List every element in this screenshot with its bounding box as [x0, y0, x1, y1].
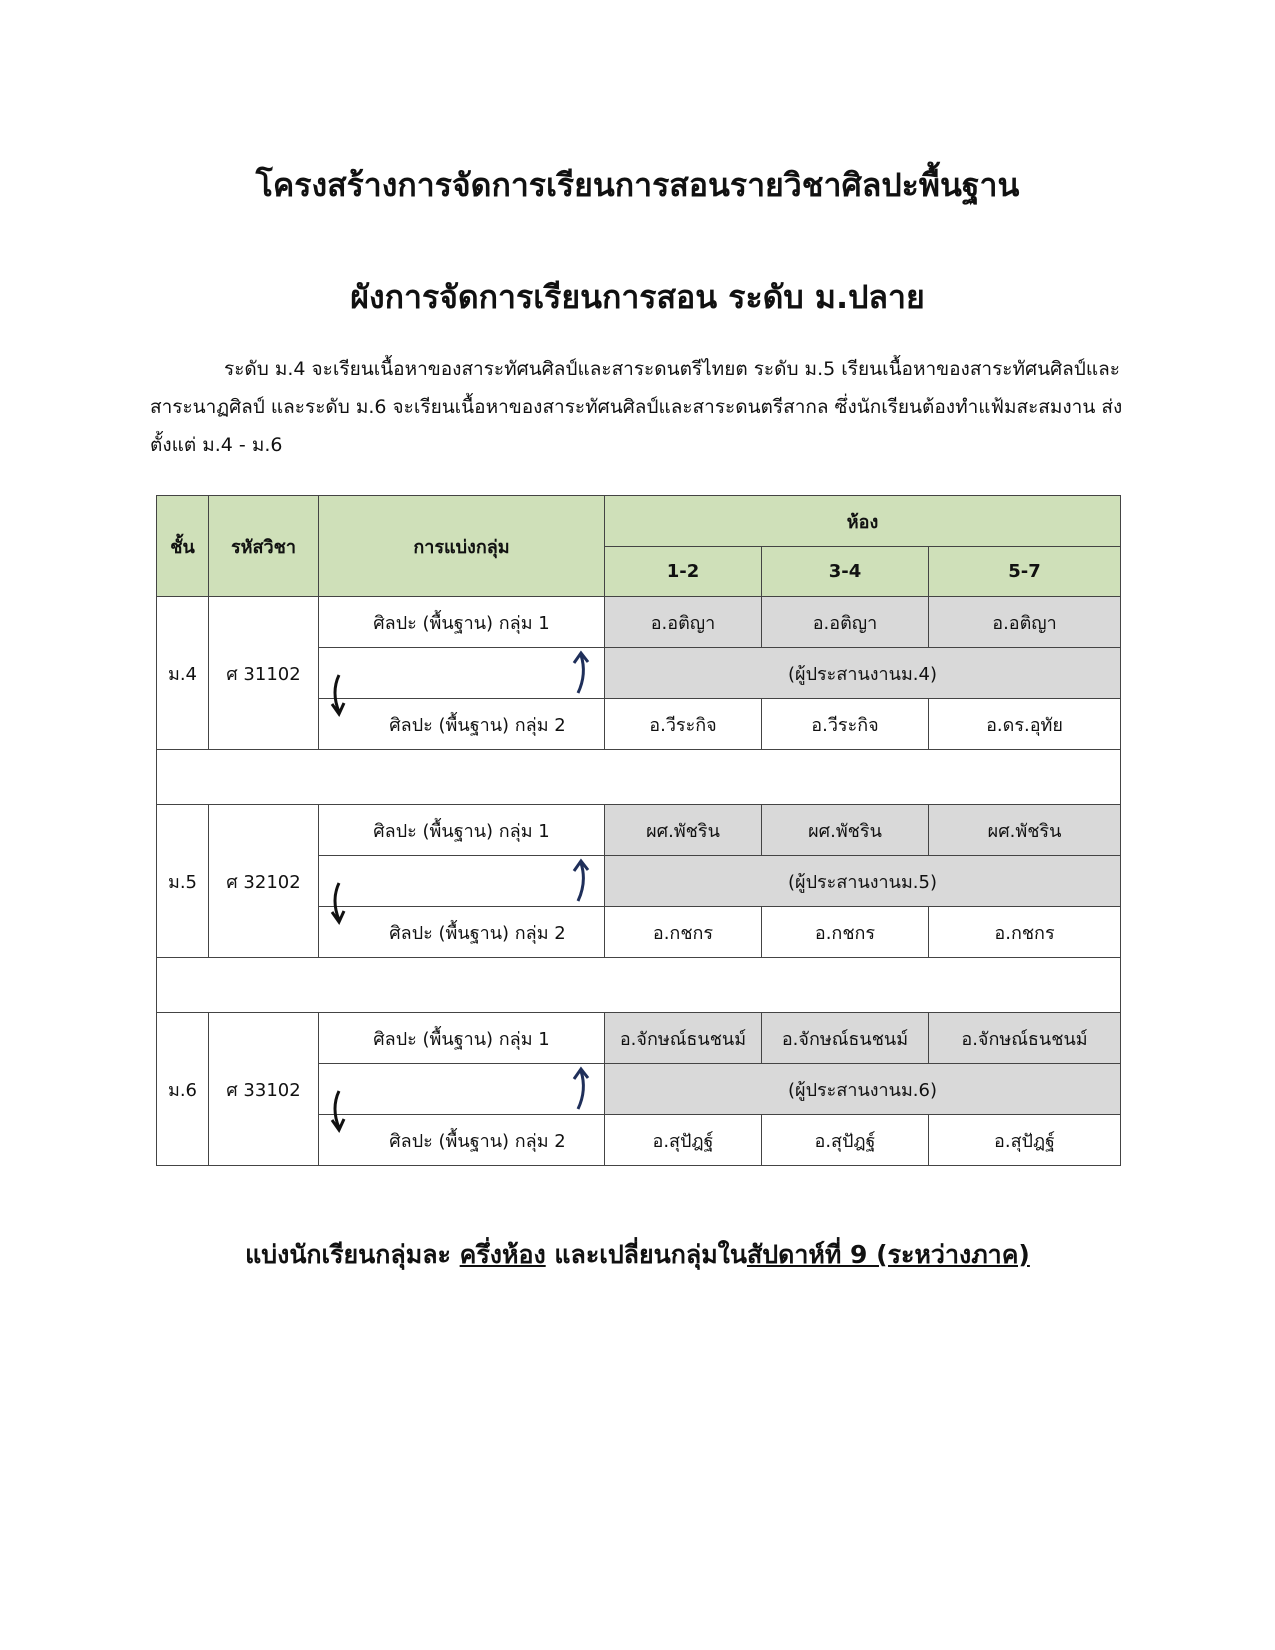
- code-cell: ศ 33102: [209, 1013, 319, 1166]
- group1-cell: ศิลปะ (พื้นฐาน) กลุ่ม 1: [319, 1013, 605, 1064]
- swap-arrows-cell: [319, 648, 605, 699]
- teacher-cell: อ.จักษณ์ธนชนม์: [929, 1013, 1121, 1064]
- teacher-cell: อ.สุปัฎฐ์: [762, 1115, 929, 1166]
- swap-arrows-cell: [319, 856, 605, 907]
- table-row: [157, 1013, 1121, 1064]
- intro-text: ระดับ ม.4 จะเรียนเนื้อหาของสาระทัศนศิลป์และสาระดนตรีไทยต ระดับ ม.5 เรียนเนื้อหาของสาระทัศนศิลป์และสาระนาฏศิลป์ และระดับ ม.6 จะเรียนเนื้อหาของสาระทัศนศิลป์และสาระดนตรีสากล ซึ่งนักเรียนต้องทำแฟ้มสะสมงาน ส่งตั้งแต่ ม.4 - ม.6: [150, 358, 1123, 456]
- schedule-table: [156, 495, 1121, 1166]
- group2-cell: [319, 907, 605, 958]
- teacher-cell: อ.อติญา: [929, 597, 1121, 648]
- footer-note: [0, 1235, 1275, 1275]
- intro-paragraph: [150, 350, 1130, 464]
- coordinator-cell: (ผู้ประสานงานม.4): [605, 648, 1121, 699]
- swap-arrows-cell: [319, 1064, 605, 1115]
- header-room-2: 3-4: [762, 547, 929, 597]
- group2-label: ศิลปะ (พื้นฐาน) กลุ่ม 2: [389, 1130, 566, 1152]
- group1-cell: ศิลปะ (พื้นฐาน) กลุ่ม 1: [319, 805, 605, 856]
- level-cell: ม.6: [157, 1013, 209, 1166]
- spacer-cell: [157, 750, 1121, 805]
- group1-cell: ศิลปะ (พื้นฐาน) กลุ่ม 1: [319, 597, 605, 648]
- header-room-3: 5-7: [929, 547, 1121, 597]
- document-title: โครงสร้างการจัดการเรียนการสอนรายวิชาศิลปะพื้นฐาน: [255, 166, 1020, 204]
- swap-up-arrow-icon: [569, 650, 595, 696]
- teacher-cell: อ.กชกร: [762, 907, 929, 958]
- swap-up-arrow-icon: [569, 1066, 595, 1112]
- table-row: [157, 597, 1121, 648]
- teacher-cell: อ.กชกร: [929, 907, 1121, 958]
- teacher-cell: อ.อติญา: [762, 597, 929, 648]
- group2-label: ศิลปะ (พื้นฐาน) กลุ่ม 2: [389, 922, 566, 944]
- teacher-cell: อ.วีระกิจ: [762, 699, 929, 750]
- coordinator-cell: (ผู้ประสานงานม.6): [605, 1064, 1121, 1115]
- teacher-cell: อ.ดร.อุทัย: [929, 699, 1121, 750]
- teacher-cell: อ.สุปัฎฐ์: [929, 1115, 1121, 1166]
- teacher-cell: อ.จักษณ์ธนชนม์: [762, 1013, 929, 1064]
- teacher-cell: อ.กชกร: [605, 907, 762, 958]
- code-cell: ศ 32102: [209, 805, 319, 958]
- coordinator-cell: (ผู้ประสานงานม.5): [605, 856, 1121, 907]
- table-row: [157, 805, 1121, 856]
- group2-label: ศิลปะ (พื้นฐาน) กลุ่ม 2: [389, 714, 566, 736]
- footer-part-3: และเปลี่ยนกลุ่มใน: [545, 1240, 747, 1269]
- header-rooms: ห้อง: [605, 496, 1121, 547]
- header-level: ชั้น: [157, 496, 209, 597]
- header-grouping: การแบ่งกลุ่ม: [319, 496, 605, 597]
- level-cell: ม.4: [157, 597, 209, 750]
- header-room-1: 1-2: [605, 547, 762, 597]
- document-subtitle: ผังการจัดการเรียนการสอน ระดับ ม.ปลาย: [350, 278, 925, 316]
- swap-up-arrow-icon: [569, 858, 595, 904]
- teacher-cell: อ.วีระกิจ: [605, 699, 762, 750]
- level-cell: ม.5: [157, 805, 209, 958]
- spacer-cell: [157, 958, 1121, 1013]
- footer-half-room: ครึ่งห้อง: [459, 1240, 546, 1269]
- teacher-cell: อ.จักษณ์ธนชนม์: [605, 1013, 762, 1064]
- header-code: รหัสวิชา: [209, 496, 319, 597]
- group2-cell: [319, 699, 605, 750]
- code-cell: ศ 31102: [209, 597, 319, 750]
- teacher-cell: ผศ.พัชริน: [762, 805, 929, 856]
- teacher-cell: ผศ.พัชริน: [929, 805, 1121, 856]
- group2-cell: [319, 1115, 605, 1166]
- footer-part-1: แบ่งนักเรียนกลุ่มละ: [245, 1240, 460, 1269]
- teacher-cell: อ.อติญา: [605, 597, 762, 648]
- spacer-row: [157, 750, 1121, 805]
- teacher-cell: ผศ.พัชริน: [605, 805, 762, 856]
- footer-week: สัปดาห์ที่ 9 (ระหว่างภาค): [746, 1240, 1030, 1269]
- spacer-row: [157, 958, 1121, 1013]
- teacher-cell: อ.สุปัฎฐ์: [605, 1115, 762, 1166]
